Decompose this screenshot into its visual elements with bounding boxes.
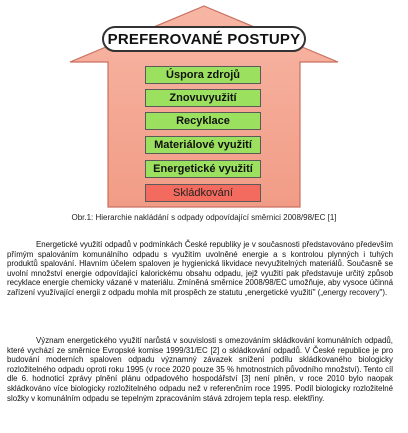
step-energeticke-vyuziti: Energetické využití <box>145 160 261 178</box>
paragraph-landfill-reduction: Význam energetického využití narůstá v souvislosti s omezováním skládkování komunálních odpadů, které vychází ze směrnice Evropské komise 1999/31/EC [2] o skládkování odpadů. V České republice je pro budování moderních spaloven odpadu významný závazek snížení podílu skládkovaného biologicky rozložitelného odpadu oproti roku 1995 (v roce 2020 pouze 35 % hmotnostních původního množství). Tento cíl dle 6. hodnoticí zprávy plnění plánu odpadového hospodářství [3] není plněn, v roce 2010 bylo naopak skládkováno více biologicky rozložitelného odpadu než v referenčním roce 1995. Podíl biologicky rozložitelné složky v komunálním odpadu se tepelným zpracováním stává zdrojem tepla resp. elektřiny. <box>7 336 393 403</box>
step-materialove-vyuziti: Materiálové využití <box>145 136 261 154</box>
step-recyklace: Recyklace <box>145 112 261 130</box>
figure-title: PREFEROVANÉ POSTUPY <box>102 26 306 52</box>
paragraph-energy-recovery: Energetické využití odpadů v podmínkách České republiky je v současnosti představováno především přímým spalováním komunálního odpadu s využitím uvolněné energie a s kontrolou plynných i tuhých produktů spalování. Hlavním účelem spaloven je hygienická likvidace nevyužitelných materiálů. Současně se uvolní množství energie odpovídající kalorickému obsahu odpadu, jejž využití pak představuje určitý způsob recyklace energie chemicky vázané v materiálu. Zmíněná směrnice 2008/98/EC umožňuje, aby vysoce účinná zařízení využívající energii z odpadu mohla mít prospěch ze statutu „energetické využití" („energy recovery"). <box>7 240 393 297</box>
step-skladkovani: Skládkování <box>145 184 261 202</box>
waste-hierarchy-figure <box>0 0 408 210</box>
figure-caption: Obr.1: Hierarchie nakládání s odpady odpovídající směrnici 2008/98/EC [1] <box>71 213 337 222</box>
step-uspora-zdroju: Úspora zdrojů <box>145 66 261 84</box>
step-znovuvyuziti: Znovuvyužití <box>145 89 261 107</box>
